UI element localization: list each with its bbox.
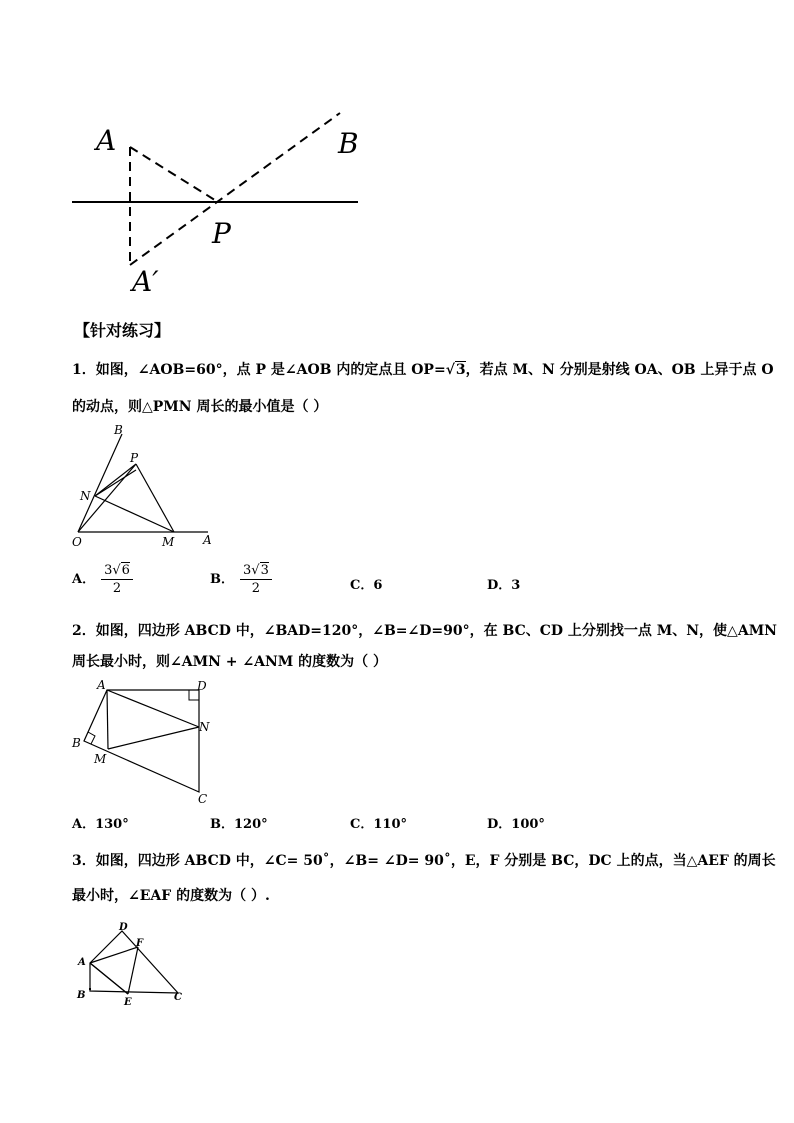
q1-option-a-den: 2 bbox=[112, 581, 122, 596]
q1-option-b-fraction: $\frac{3√3}{2}$ bbox=[240, 562, 272, 597]
q1-option-b bbox=[210, 562, 272, 597]
q3-label-E: E bbox=[124, 997, 132, 1008]
q2-label-C: C bbox=[198, 792, 208, 806]
q2-option-d: D．100° bbox=[487, 817, 545, 832]
q3-label-C: C bbox=[174, 992, 182, 1003]
q3-label-F: F bbox=[136, 938, 144, 949]
q2-label-M: M bbox=[94, 752, 107, 766]
q1-option-b-letter: B． bbox=[210, 572, 234, 587]
q2-figure bbox=[66, 675, 226, 810]
q1-label-B: B bbox=[114, 423, 123, 437]
q1-line1-post: ，若点 M、N 分别是射线 OA、OB 上异于点 O bbox=[465, 362, 774, 378]
q1-option-b-radicand: 3 bbox=[260, 563, 269, 578]
q1-line2: 的动点，则△PMN 周长的最小值是（ ） bbox=[72, 399, 328, 415]
q2-line2: 周长最小时，则∠AMN + ∠ANM 的度数为（ ） bbox=[72, 654, 387, 670]
q1-sqrt-radicand: 3 bbox=[455, 362, 466, 378]
q1-label-O: O bbox=[72, 535, 82, 549]
q1-label-A: A bbox=[203, 533, 212, 547]
q1-option-a-coef: 3 bbox=[104, 563, 113, 578]
section-title: 【针对练习】 bbox=[74, 321, 171, 340]
q1-option-a-fraction: $\frac{3√6}{2}$ bbox=[101, 562, 133, 597]
q3-figure bbox=[70, 918, 190, 1010]
q1-option-d-letter: D． bbox=[487, 578, 512, 593]
q1-sqrt: √3 bbox=[445, 362, 466, 378]
q1-option-c-letter: C． bbox=[350, 578, 374, 593]
q1-option-a-radicand: 6 bbox=[121, 563, 130, 578]
q2-label-N: N bbox=[199, 720, 210, 734]
q3-label-A: A bbox=[78, 957, 86, 968]
label-B: B bbox=[338, 127, 359, 160]
q2-option-b: B．120° bbox=[210, 817, 268, 832]
q1-line1-pre: 1．如图，∠AOB=60°，点 P 是∠AOB 内的定点且 OP= bbox=[72, 362, 446, 378]
q1-figure bbox=[66, 420, 226, 550]
q1-label-P: P bbox=[130, 451, 139, 465]
q1-option-b-den: 2 bbox=[251, 581, 261, 596]
label-A-prime: A′ bbox=[132, 265, 159, 298]
reflection-figure bbox=[60, 105, 380, 305]
q1-option-a bbox=[72, 562, 133, 597]
segment-A-P bbox=[130, 147, 218, 202]
q1-line1 bbox=[72, 359, 774, 381]
q2-label-A: A bbox=[97, 678, 106, 692]
label-A: A bbox=[96, 124, 117, 157]
q2-label-D: D bbox=[197, 679, 207, 693]
q1-option-b-coef: 3 bbox=[243, 563, 252, 578]
q3-label-B: B bbox=[77, 990, 86, 1001]
q2-option-c: C．110° bbox=[350, 817, 407, 832]
q2-option-a: A．130° bbox=[72, 817, 129, 832]
q3-line2: 最小时，∠EAF 的度数为（ ）. bbox=[72, 888, 270, 904]
q3-line1: 3．如图，四边形 ABCD 中，∠C= 50˚，∠B= ∠D= 90˚，E，F 分别是 BC，DC 上的点，当△AEF 的周长 bbox=[72, 853, 776, 869]
q1-option-c bbox=[350, 574, 382, 593]
label-P: P bbox=[212, 217, 231, 250]
q2-line1: 2．如图，四边形 ABCD 中，∠BAD=120°，∠B=∠D=90°，在 BC、CD 上分别找一点 M、N，使△AMN bbox=[72, 623, 777, 639]
q1-label-N: N bbox=[80, 489, 91, 503]
segment-Aprime-B bbox=[130, 113, 340, 265]
q1-option-a-letter: A． bbox=[72, 572, 96, 587]
q1-option-d bbox=[487, 574, 520, 593]
q1-option-c-text: 6 bbox=[373, 578, 383, 593]
q1-label-M: M bbox=[162, 535, 175, 549]
q1-option-d-text: 3 bbox=[511, 578, 521, 593]
q3-label-D: D bbox=[119, 922, 128, 933]
q2-label-B: B bbox=[72, 736, 81, 750]
